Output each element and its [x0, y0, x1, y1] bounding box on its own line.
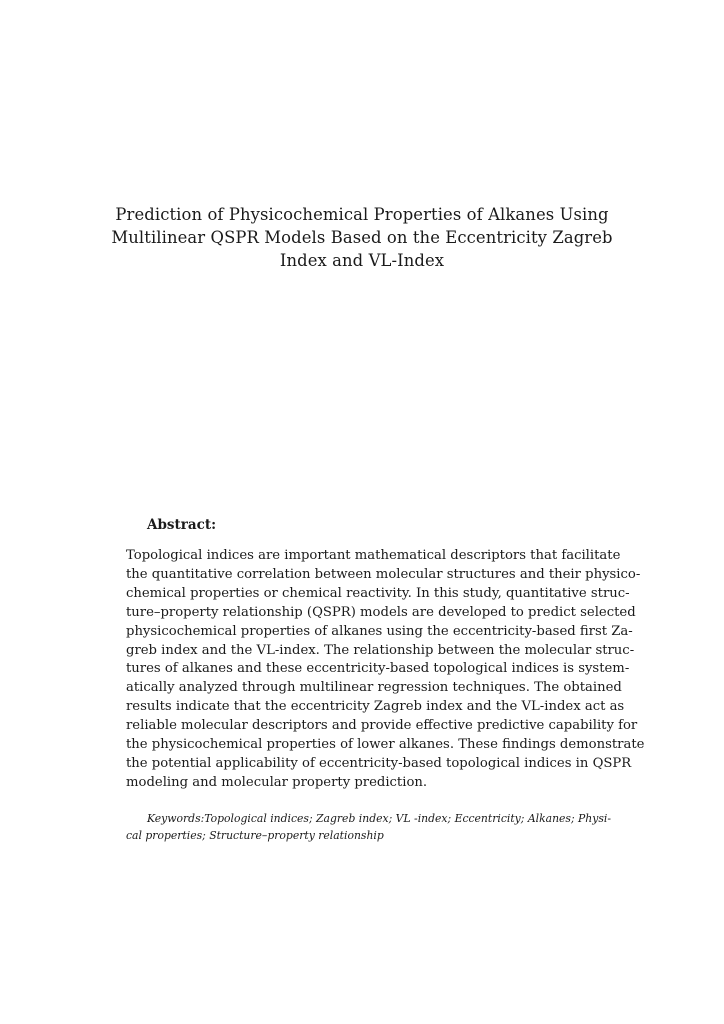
abstract-line: atically analyzed through multilinear regression techniques. The obtained — [126, 680, 622, 696]
title-line: Multilinear QSPR Models Based on the Eccentricity Zagreb — [111, 228, 613, 247]
abstract-line: ture–property relationship (QSPR) models are developed to predict selected — [126, 604, 636, 620]
abstract-line: physicochemical properties of alkanes using the eccentricity-based first Za- — [126, 623, 633, 639]
abstract-line: chemical properties or chemical reactivity. In this study, quantitative struc- — [126, 585, 630, 601]
abstract-line: Topological indices are important mathematical descriptors that facilitate — [126, 548, 621, 563]
keywords — [126, 810, 611, 844]
abstract-line: the quantitative correlation between molecular structures and their physico- — [126, 566, 641, 582]
abstract-line: the potential applicability of eccentricity-based topological indices in QSPR — [126, 755, 632, 771]
keywords-line: Keywords:Topological indices; Zagreb index; VL -index; Eccentricity; Alkanes; Physi- — [147, 812, 611, 825]
abstract-line: reliable molecular descriptors and provide effective predictive capability for — [126, 718, 638, 734]
abstract-line: tures of alkanes and these eccentricity-based topological indices is system- — [126, 661, 630, 677]
abstract-line: the physicochemical properties of lower alkanes. These findings demonstrate — [126, 737, 645, 753]
title-line: Prediction of Physicochemical Properties of Alkanes Using — [115, 205, 609, 224]
abstract-body — [126, 547, 645, 793]
title-line: Index and VL-Index — [279, 251, 445, 270]
abstract-heading: Abstract: — [147, 517, 217, 533]
abstract-line: results indicate that the eccentricity Zagreb index and the VL-index act as — [126, 699, 625, 715]
abstract-line: greb index and the VL-index. The relationship between the molecular struc- — [126, 642, 635, 658]
paper-title — [110, 203, 614, 272]
keywords-line: cal properties; Structure–property relationship — [126, 829, 384, 842]
abstract-line: modeling and molecular property prediction. — [126, 774, 428, 790]
